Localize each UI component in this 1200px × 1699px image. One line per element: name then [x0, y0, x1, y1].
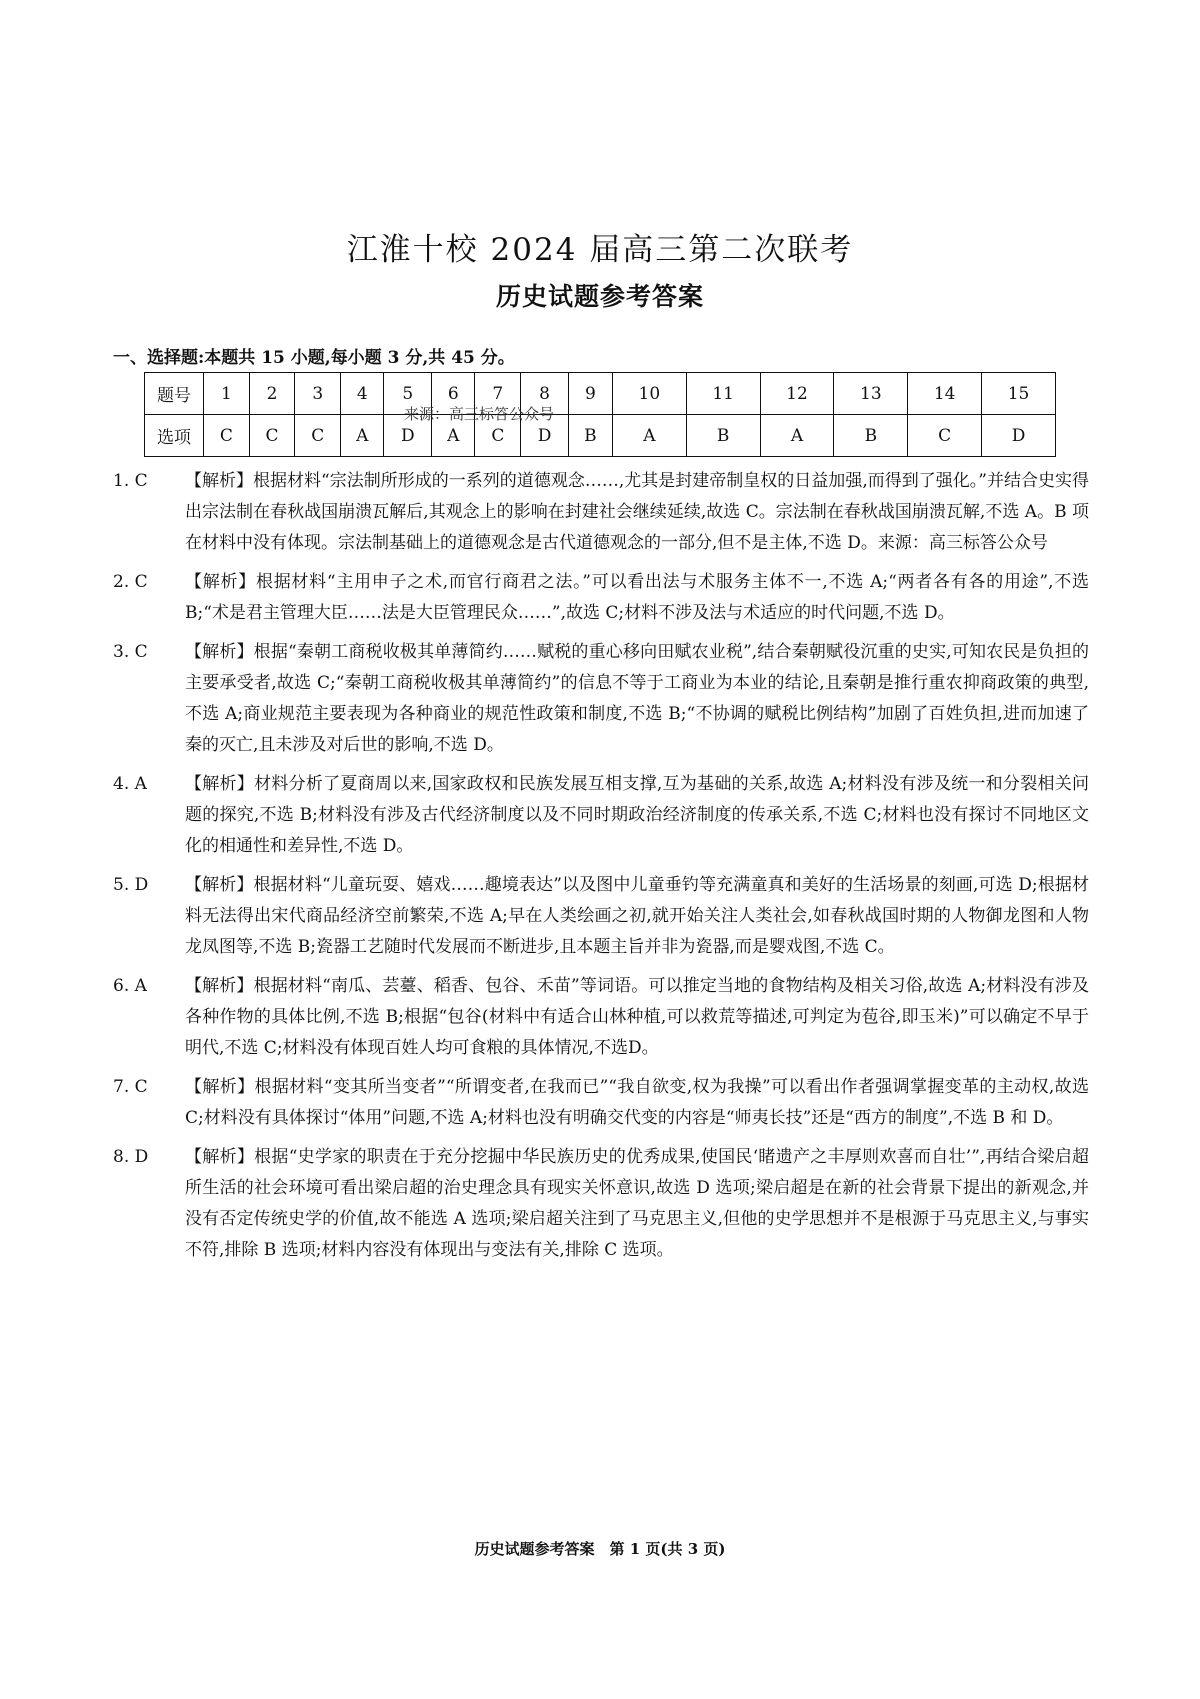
item-text: 【解析】根据材料“变其所当变者”“所谓变者,在我而已”“我自欲变,权为我操”可以看出作者强调掌握变革的主动权,故选 C;材料没有具体探讨“体用”问题,不选 A;材料也没有明确交代变的内容是“师夷长技”还是“西方的制度”,不选 B 和 D。 — [185, 1077, 1089, 1128]
answer-cell: D — [384, 415, 432, 457]
explanation-item — [113, 637, 1089, 761]
question-number-cell: 4 — [341, 373, 384, 415]
question-number-cell: 7 — [475, 373, 521, 415]
question-number-cell: 12 — [760, 373, 834, 415]
item-text: 【解析】根据材料“主用申子之术,而官行商君之法。”可以看出法与术服务主体不一,不选 A;“两者各有各的用途”,不选 B;“术是君主管理大臣……法是大臣管理民众……”,故选 C;材料不涉及法与术适应的时代问题,不选 D。 — [185, 572, 1089, 623]
answer-cell: A — [760, 415, 834, 457]
item-number: 6. A — [113, 976, 147, 996]
answer-cell: A — [612, 415, 686, 457]
explanation-item — [113, 1142, 1089, 1266]
question-number-cell: 14 — [908, 373, 982, 415]
explanation-item — [113, 870, 1089, 963]
explanation-item — [113, 567, 1089, 629]
question-number-cell: 11 — [686, 373, 760, 415]
explanation-list — [113, 466, 1089, 1274]
item-text: 【解析】材料分析了夏商周以来,国家政权和民族发展互相支撑,互为基础的关系,故选 A;材料没有涉及统一和分裂相关问题的探究,不选 B;材料没有涉及古代经济制度以及不同时期政治经济制度的传承关系,不选 C;材料也没有探讨不同地区文化的相通性和差异性,不选 D。 — [185, 774, 1089, 856]
source-watermark: 来源：高三标答公众号 — [404, 405, 555, 423]
answer-cell: B — [568, 415, 612, 457]
item-number: 5. D — [113, 875, 149, 895]
row-label-number: 题号 — [145, 373, 204, 415]
answer-cell: D — [521, 415, 569, 457]
answer-cell: B — [686, 415, 760, 457]
answer-cell: C — [908, 415, 982, 457]
question-number-cell: 2 — [249, 373, 295, 415]
question-number-cell: 5 — [384, 373, 432, 415]
item-number: 4. A — [113, 774, 147, 794]
explanation-item — [113, 971, 1089, 1064]
answer-cell: C — [295, 415, 341, 457]
answer-cell: C — [204, 415, 250, 457]
question-number-cell: 9 — [568, 373, 612, 415]
item-number: 7. C — [113, 1077, 148, 1097]
item-number: 8. D — [113, 1147, 149, 1167]
item-text: 【解析】根据材料“南瓜、芸薹、稻香、包谷、禾苗”等词语。可以推定当地的食物结构及相关习俗,故选 A;材料没有涉及各种作物的具体比例,不选 B;根据“包谷(材料中有适合山林种植,可以救荒等描述,可判定为苞谷,即玉米)”可以确定不早于明代,不选 C;材料没有体现百姓人均可食粮的具体情况,不选D。 — [185, 976, 1089, 1058]
answer-table — [144, 372, 1056, 457]
answer-cell: A — [341, 415, 384, 457]
item-text: 【解析】根据“史学家的职责在于充分挖掘中华民族历史的优秀成果,使国民‘睹遗产之丰厚则欢喜而自壮’”,再结合梁启超所生活的社会环境可看出梁启超的治史理念具有现实关怀意识,故选 D 选项;梁启超是在新的社会背景下提出的新观念,并没有否定传统史学的价值,故不能选 A 选项;梁启超关注到了马克思主义,但他的史学思想并不是根源于马克思主义,与事实不符,排除 B 选项;材料内容没有体现出与变法有关,排除 C 选项。 — [185, 1147, 1089, 1260]
item-number: 3. C — [113, 642, 148, 662]
answer-cell: B — [834, 415, 908, 457]
question-number-cell: 3 — [295, 373, 341, 415]
question-number-cell: 8 — [521, 373, 569, 415]
item-number: 1. C — [113, 471, 148, 491]
explanation-item — [113, 466, 1089, 559]
answer-row — [145, 415, 1056, 457]
answer-cell: C — [249, 415, 295, 457]
question-number-row — [145, 373, 1056, 415]
item-text: 【解析】根据材料“宗法制所形成的一系列的道德观念……,尤其是封建帝制皇权的日益加强,而得到了强化。”并结合史实得出宗法制在春秋战国崩溃瓦解后,其观念上的影响在封建社会继续延续,故选 C。宗法制在春秋战国崩溃瓦解,不选 A。B 项在材料中没有体现。宗法制基础上的道德观念是古代道德观念的一部分,但不是主体,不选 D。来源：高三标答公众号 — [185, 471, 1089, 553]
answer-cell: D — [982, 415, 1056, 457]
question-number-cell: 6 — [432, 373, 475, 415]
exam-title: 江淮十校 2024 届高三第二次联考 — [346, 232, 854, 268]
page-footer: 历史试题参考答案 第 1 页(共 3 页) — [474, 1540, 726, 1558]
question-number-cell: 1 — [204, 373, 250, 415]
row-label-answer: 选项 — [145, 415, 204, 457]
section-heading: 一、选择题:本题共 15 小题,每小题 3 分,共 45 分。 — [113, 348, 515, 368]
answer-cell: C — [475, 415, 521, 457]
item-number: 2. C — [113, 572, 148, 592]
document-subtitle: 历史试题参考答案 — [495, 282, 704, 311]
question-number-cell: 15 — [982, 373, 1056, 415]
question-number-cell: 13 — [834, 373, 908, 415]
item-text: 【解析】根据“秦朝工商税收极其单薄简约……赋税的重心移向田赋农业税”,结合秦朝赋役沉重的史实,可知农民是负担的主要承受者,故选 C;“秦朝工商税收极其单薄简约”的信息不等于工商业为本业的结论,且秦朝是推行重农抑商政策的典型,不选 A;商业规范主要表现为各种商业的规范性政策和制度,不选 B;“不协调的赋税比例结构”加剧了百姓负担,进而加速了秦的灭亡,且未涉及对后世的影响,不选 D。 — [185, 642, 1089, 755]
question-number-cell: 10 — [612, 373, 686, 415]
explanation-item — [113, 1072, 1089, 1134]
item-text: 【解析】根据材料“儿童玩耍、嬉戏……趣境表达”以及图中儿童垂钓等充满童真和美好的生活场景的刻画,可选 D;根据材料无法得出宋代商品经济空前繁荣,不选 A;早在人类绘画之初,就开始关注人类社会,如春秋战国时期的人物御龙图和人物龙凤图等,不选 B;瓷器工艺随时代发展而不断进步,且本题主旨并非为瓷器,而是婴戏图,不选 C。 — [185, 875, 1089, 957]
answer-cell: A — [432, 415, 475, 457]
explanation-item — [113, 769, 1089, 862]
